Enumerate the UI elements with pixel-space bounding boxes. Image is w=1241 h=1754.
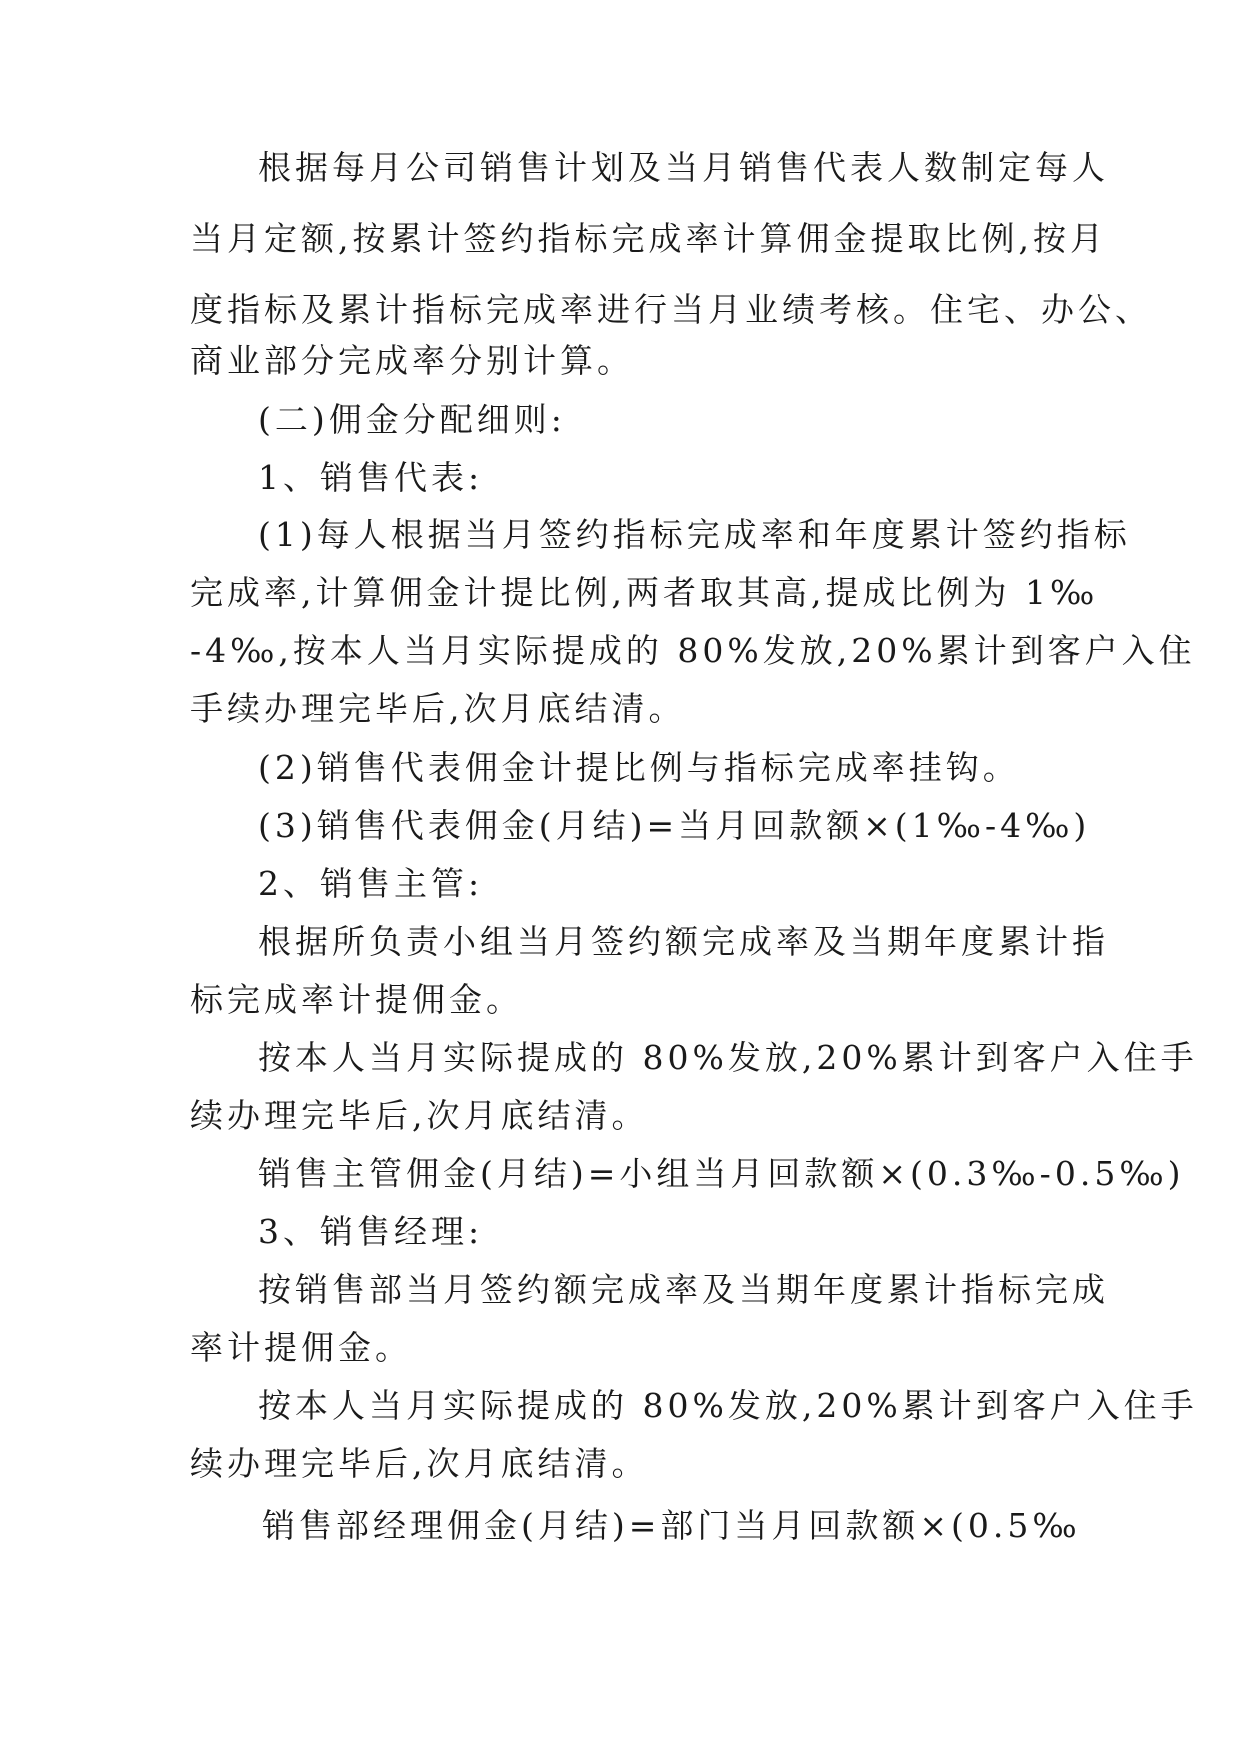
paragraph-line: 按本人当月实际提成的 80%发放,20%累计到客户入住手 [258, 1386, 1198, 1425]
paragraph-line: -4‰,按本人当月实际提成的 80%发放,20%累计到客户入住 [190, 631, 1196, 670]
formula-line: 销售主管佣金(月结)=小组当月回款额×(0.3‰-0.5‰) [258, 1154, 1185, 1193]
paragraph-line: (1)每人根据当月签约指标完成率和年度累计签约指标 [258, 515, 1131, 554]
subsection-heading: 1、销售代表: [258, 458, 484, 497]
section-heading: (二)佣金分配细则: [258, 400, 566, 439]
paragraph-line: 续办理完毕后,次月底结清。 [190, 1444, 649, 1483]
paragraph-line: 根据所负责小组当月签约额完成率及当期年度累计指 [258, 922, 1109, 961]
paragraph-line: 按销售部当月签约额完成率及当期年度累计指标完成 [258, 1270, 1109, 1309]
subsection-heading: 3、销售经理: [258, 1212, 484, 1251]
paragraph-line: 度指标及累计指标完成率进行当月业绩考核。住宅、办公、 [190, 290, 1152, 329]
paragraph-line: 率计提佣金。 [190, 1328, 412, 1367]
formula-line: 销售部经理佣金(月结)=部门当月回款额×(0.5‰ [262, 1506, 1081, 1545]
paragraph-line: (2)销售代表佣金计提比例与指标完成率挂钩。 [258, 748, 1020, 787]
paragraph-line: 完成率,计算佣金计提比例,两者取其高,提成比例为 1‰ [190, 573, 1099, 612]
formula-line: (3)销售代表佣金(月结)=当月回款额×(1‰-4‰) [258, 806, 1091, 845]
paragraph-line: 手续办理完毕后,次月底结清。 [190, 689, 686, 728]
paragraph-line: 当月定额,按累计签约指标完成率计算佣金提取比例,按月 [190, 219, 1107, 258]
paragraph-line: 续办理完毕后,次月底结清。 [190, 1096, 649, 1135]
paragraph-line: 标完成率计提佣金。 [190, 980, 523, 1019]
subsection-heading: 2、销售主管: [258, 864, 484, 903]
paragraph-line: 根据每月公司销售计划及当月销售代表人数制定每人 [258, 148, 1109, 187]
paragraph-line: 商业部分完成率分别计算。 [190, 341, 634, 380]
paragraph-line: 按本人当月实际提成的 80%发放,20%累计到客户入住手 [258, 1038, 1198, 1077]
